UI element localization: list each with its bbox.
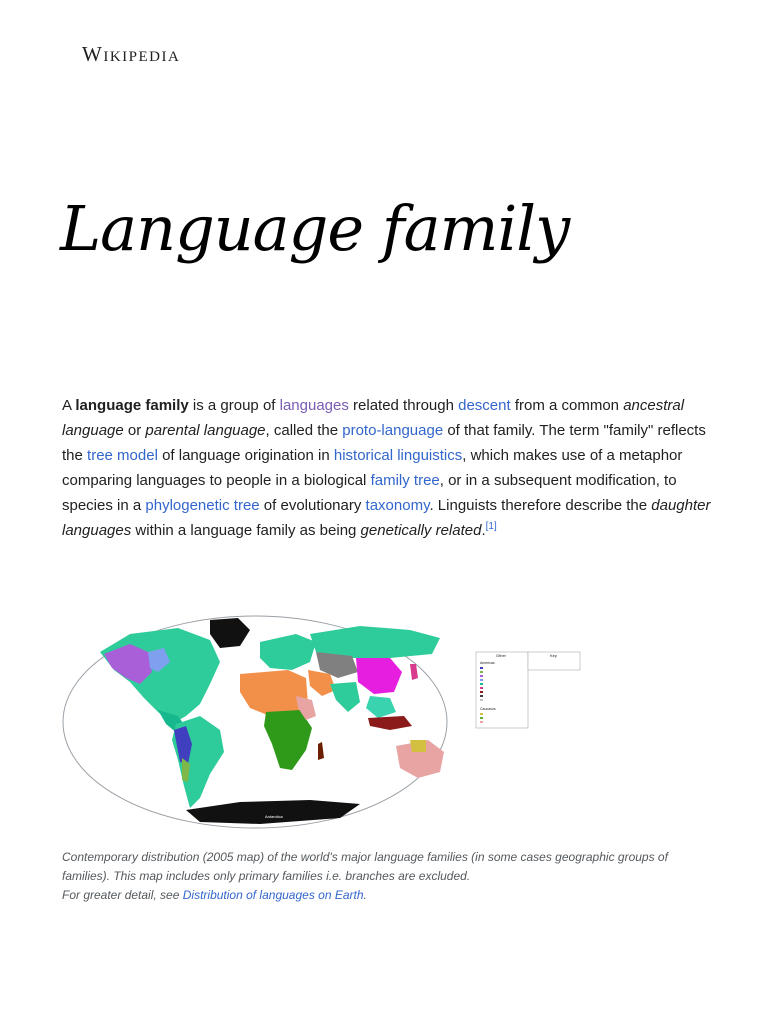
lead-text: , which makes use of a metaphor comparing languages to people in a biological bbox=[62, 447, 683, 489]
legend-americas-title: Americas bbox=[480, 661, 495, 665]
wikipedia-logo[interactable]: Wikipedia bbox=[82, 42, 181, 66]
caption-text: For greater detail, see bbox=[62, 888, 183, 902]
lead-text: , or in a subsequent modification, to species in a bbox=[62, 472, 677, 514]
language-families-map[interactable] bbox=[60, 612, 588, 832]
link-historical-linguistics[interactable]: historical linguistics bbox=[333, 447, 463, 464]
lead-text: or bbox=[123, 422, 146, 439]
link-family-tree[interactable]: family tree bbox=[370, 472, 440, 489]
lead-text: . Linguists therefore describe the bbox=[429, 497, 652, 514]
lead-text: from a common bbox=[510, 397, 624, 414]
caption-text: Contemporary distribution (2005 map) of the world's major language families (in some cases geographic groups of families). This map includes only primary families i.e. branches are excluded. bbox=[62, 850, 668, 883]
link-phylogenetic-tree[interactable]: phylogenetic tree bbox=[145, 497, 260, 514]
lead-paragraph bbox=[62, 393, 712, 543]
link-proto-language[interactable]: proto-language bbox=[342, 422, 444, 439]
lead-italic-daughter: daughter languages bbox=[62, 497, 711, 539]
lead-text: is a group of bbox=[188, 397, 280, 414]
link-languages[interactable]: languages bbox=[279, 397, 349, 414]
australia-north bbox=[410, 740, 426, 752]
legend-other-title: Other bbox=[496, 653, 507, 658]
lead-text: A bbox=[62, 397, 76, 414]
page-title: Language family bbox=[60, 192, 570, 265]
lead-italic-genetic: genetically related bbox=[360, 522, 482, 539]
lead-text: of that family. The term "family" reflects the bbox=[62, 422, 706, 464]
link-tree-model[interactable]: tree model bbox=[87, 447, 158, 464]
lead-term-bold: language family bbox=[75, 397, 189, 414]
reference-link[interactable]: [1] bbox=[485, 521, 497, 532]
legend-key-title: Key bbox=[550, 653, 557, 658]
figure-caption bbox=[62, 848, 702, 905]
lead-italic-ancestral: ancestral language bbox=[62, 397, 685, 439]
link-distribution-of-languages[interactable]: Distribution of languages on Earth bbox=[182, 888, 364, 902]
lead-italic-parental: parental language bbox=[145, 422, 266, 439]
legend-caucasus-title: Caucasus bbox=[480, 707, 496, 711]
lead-text: related through bbox=[348, 397, 459, 414]
lead-text: , called the bbox=[265, 422, 343, 439]
world-map-image bbox=[60, 612, 588, 832]
lead-text: of evolutionary bbox=[259, 497, 366, 514]
antarctica-label: Antarctica bbox=[265, 814, 283, 819]
link-descent[interactable]: descent bbox=[458, 397, 511, 414]
lead-text: of language origination in bbox=[157, 447, 334, 464]
link-taxonomy[interactable]: taxonomy bbox=[365, 497, 430, 514]
caption-text: . bbox=[363, 888, 367, 902]
lead-text: within a language family as being bbox=[131, 522, 361, 539]
lead-text: . bbox=[481, 522, 486, 539]
